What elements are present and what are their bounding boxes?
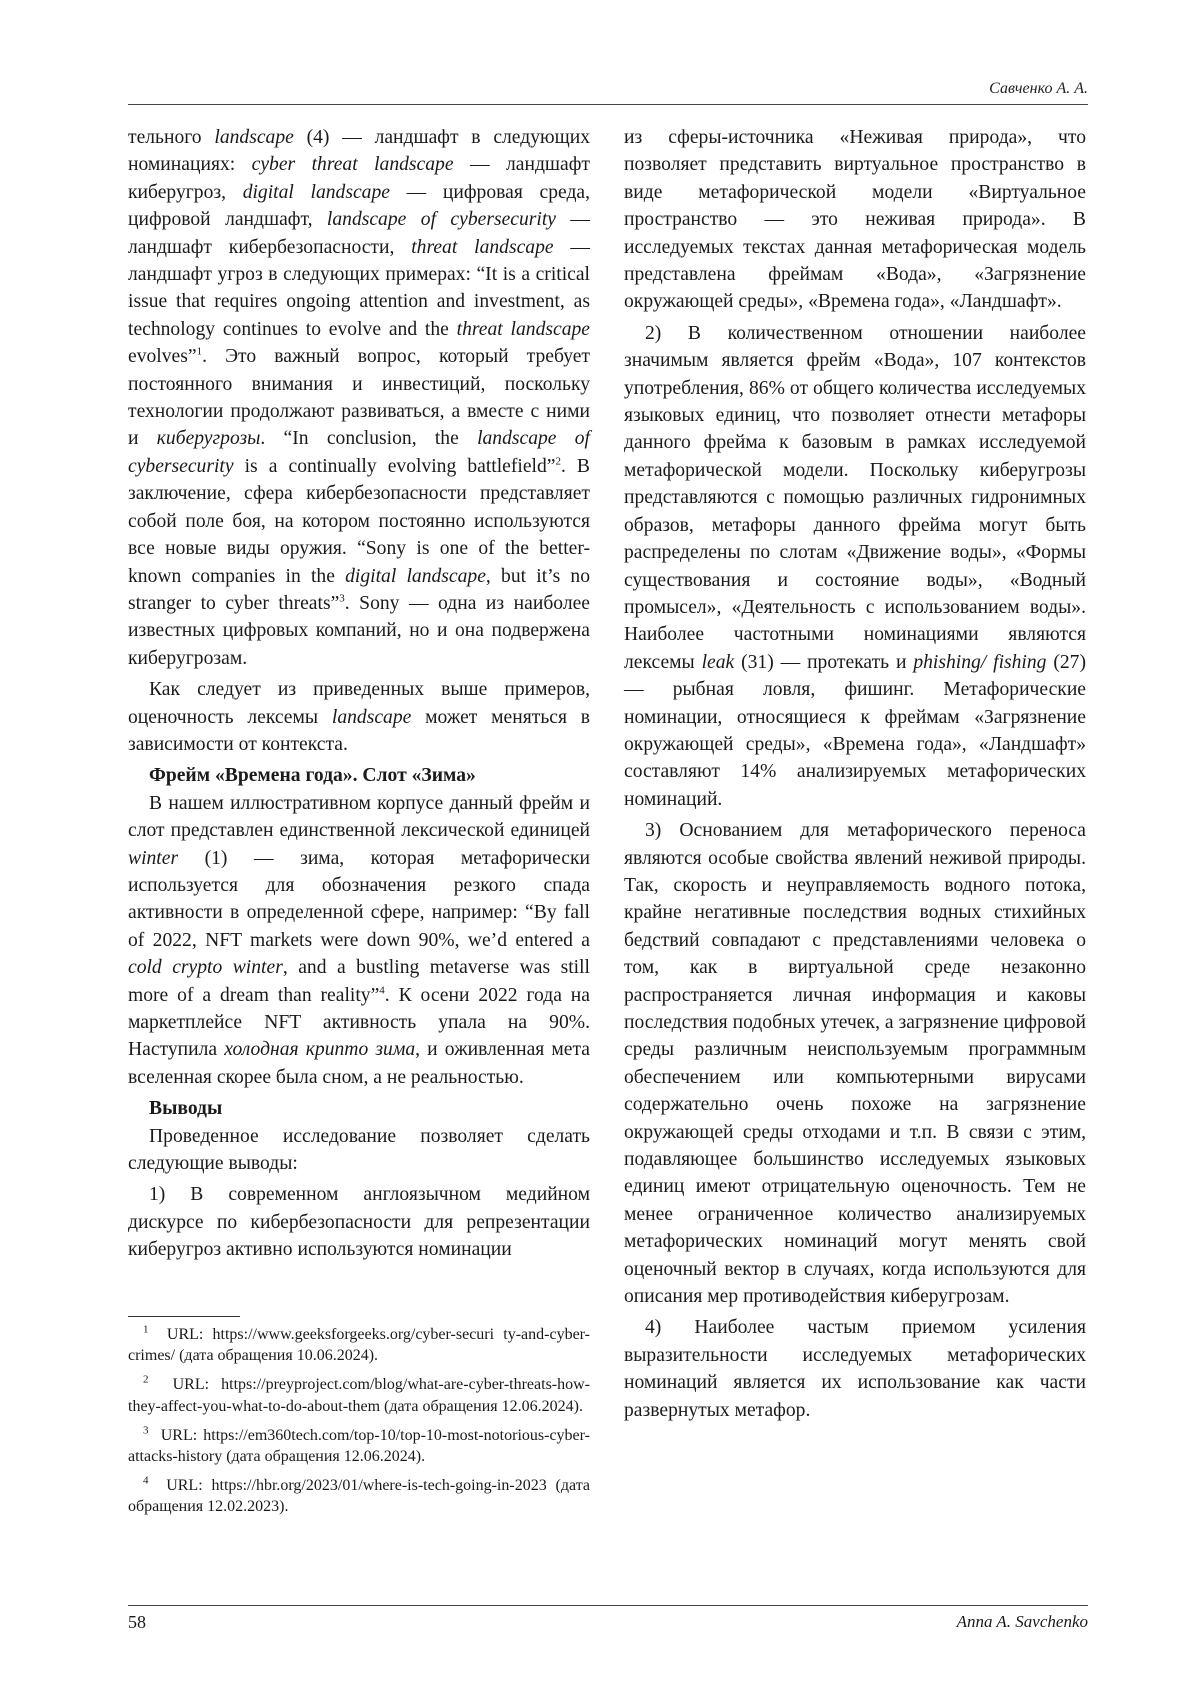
footnote-4: $^4$ URL: https://hbr.org/2023/01/where-is-tech-going-in-2023 (дата обращения 12.02.2023). [128,1474,590,1516]
footnote-ref: 3 [339,592,345,605]
footnote-ref: 4 [379,984,385,997]
italic-term: киберугрозы [156,428,261,450]
italic-term: threat landscape [456,318,590,340]
left-column [128,124,590,1268]
footnote-divider [128,1316,240,1317]
italic-term: cyber threat landscape [251,154,454,176]
footnote-1: $^1$ URL: https://www.geeksforgeeks.org/cyber-securi ty-and-cyber-crimes/ (дата обращения 10.06.2024). [128,1323,590,1365]
paragraph-conclusion-1: 1) В современном англоязычном медийном дискурсе по кибербезопасности для репрезентации киберугроз активно используются номинации [128,1184,590,1261]
italic-term: холодная крипто зима [224,1039,416,1061]
italic-term: landscape [214,127,294,148]
italic-term: cold crypto winter [128,957,283,979]
header-divider [128,104,1088,105]
footnote-ref: 1 [196,345,203,358]
italic-term: landscape of cybersecurity [128,428,590,477]
footnote-2: $^2$ URL: https://preyproject.com/blog/what-are-cyber-threats-how-they-affect-you-what-to-do-about-them (дата обращения 12.06.2024). [128,1374,591,1415]
paragraph-source-sphere: из сферы-источника «Неживая природа», что позволяет представить виртуальное пространство в виде метафорической модели «Виртуальное пространство — это неживая природа». В исследуемых текстах данная метафорическая модель представлена фреймам «Вода», «Загрязнение окружающей среды», «Времена года», «Ландшафт». [624,127,1086,313]
footnotes [128,1324,590,1526]
footer-divider [128,1605,1088,1606]
running-footer-author: Anna A. Savchenko [956,1612,1088,1631]
italic-term: landscape of cybersecurity [326,209,556,231]
paragraph-conclusion-2: 2) В количественном отношении наиболее значимым является фрейм «Вода», 107 контекстов употребления, 86% от общего количества исследуемых языковых единиц, что позволяет отнести метафоры данного фрейма к базовым в рамках исследуемой метафорической модели. Поскольку киберугрозы представляются с помощью различных гидронимных образов, метафоры данного фрейма могут быть распределены по слотам «Движение воды», «Формы существования и состояние воды», «Водный промысел», «Деятельность с использованием воды». Наиболее частотными номинациями являются лексемы leak (31) — протекать и phishing/ fishing (27) — рыбная ловля, фишинг. Метафорические номинации, относящиеся к фреймам «Загрязнение окружающей среды», «Времена года», «Ландшафт» составляют 14% анализируемых метафорических номинаций. [624,322,1087,810]
italic-term: leak [701,651,735,673]
italic-term: digital landscape [345,565,486,587]
footnote-3: $^3$ URL: https://em360tech.com/top-10/top-10-most-notorious-cyber-attacks-history (дата обращения 12.06.2024). [128,1424,590,1466]
paragraph-winter-slot: В нашем иллюстративном корпусе данный фрейм и слот представлен единственной лексической единицей winter (1) — зима, которая метафорически используется для обозначения резкого спада активности в определенной сфере, например: “By fall of 2022, NFT markets were down 90%, we’d entered a cold crypto winter, and a bustling metaverse was still more of a dream than reality”$^4$. К осени 2022 года на маркетплейсе NFT активность упала на 90%. Наступила холодная крипто зима, и оживленная мета вселенная скорее была сном, а не реальностью. [128,792,591,1088]
footnote-ref: 2 [555,455,561,468]
paragraph-landscape-evaluation: Как следует из приведенных выше примеров, оценочность лексемы landscape может меняться в зависимости от контекста. [128,679,591,755]
paragraph-conclusions-intro: Проведенное исследование позволяет сделать следующие выводы: [128,1125,590,1175]
section-heading-seasons-frame: Фрейм «Времена года». Слот «Зима» [149,765,476,787]
italic-term: winter [128,847,179,869]
italic-term: threat landscape [411,236,554,258]
paragraph-conclusion-3: 3) Основанием для метафорического переноса являются особые свойства явлений неживой природы. Так, скорость и неуправляемость водного потока, крайне негативные последствия водных стихийных бедствий совпадают с представлениями человека о том, как в виртуальной среде незаконно распространяется личная информация и каковы последствия подобных утечек, а загрязнение цифровой среды различным неиспользуемым программным обеспечением или компьютерными вирусами содержательно очень похоже на загрязнение окружающей среды отходами и т.п. В связи с этим, подавляющее большинство исследуемых языковых единиц имеют отрицательную оценочность. Тем не менее ограниченное количество анализируемых метафорических номинаций могут менять свой оценочный вектор в случаях, когда используются для описания мер противодействия киберугрозам. [624,820,1086,1308]
paragraph-landscape-examples: тельного landscape (4) — ландшафт в следующих номинациях: cyber threat landscape — ландшафт киберугроз, digital landscape — цифровая среда, цифровой ландшафт, landscape of cybersecurity — ландшафт кибербезопасности, threat landscape — ландшафт угроз в следующих примерах: “It is a critical issue that requires ongoing attention and investment, as technology continues to evolve and the threat landscape evolves”$^1$. Это важный вопрос, который требует постоянного внимания и инвестиций, поскольку технологии продолжают развиваться, а вместе с ними и киберугрозы. “In conclusion, the landscape of cybersecurity is a continually evolving battlefield”$^2$. В заключение, сфера кибербезопасности представляет собой поле боя, на котором постоянно используются все новые виды оружия. “Sony is one of the better-known companies in the digital landscape, but it’s no stranger to cyber threats”$^3$. Sony — одна из наиболее известных цифровых компаний, но и она подвержена киберугрозам. [128,127,591,669]
italic-term: landscape [331,706,412,728]
running-header-author: Савченко А. А. [989,80,1088,97]
page-number: 58 [128,1612,146,1632]
paragraph-conclusion-4: 4) Наиболее частым приемом усиления выразительности исследуемых метафорических номинаций является их использование как части развернутых метафор. [624,1317,1086,1421]
section-heading-conclusions: Выводы [149,1098,223,1120]
italic-term: digital landscape [242,181,390,203]
italic-term: phishing/ fishing [913,651,1047,673]
right-column [624,124,1086,1428]
